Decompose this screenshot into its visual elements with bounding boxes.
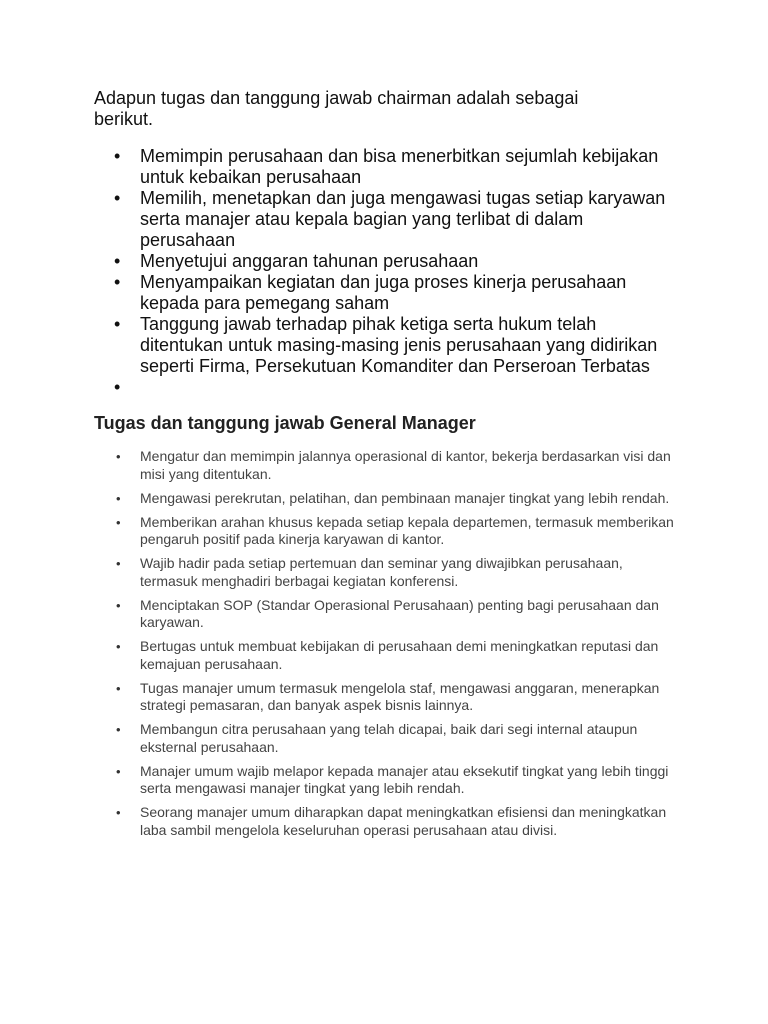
list-item-text: Manajer umum wajib melapor kepada manajer atau eksekutif tingkat yang lebih tinggi serta mengawasi manajer tingkat yang lebih rendah.	[140, 762, 669, 796]
list-item-text: Mengatur dan memimpin jalannya operasional di kantor, bekerja berdasarkan visi dan misi yang ditentukan.	[140, 448, 671, 482]
list-item	[94, 804, 684, 839]
bullet-icon: •	[116, 680, 121, 696]
list-item-text: Mengawasi perekrutan, pelatihan, dan pembinaan manajer tingkat yang lebih rendah.	[140, 489, 670, 506]
list-item-empty	[94, 377, 670, 398]
list-item	[94, 721, 684, 756]
chairman-duties-list	[94, 146, 694, 398]
bullet-icon: •	[116, 639, 121, 654]
list-item-text: Memberikan arahan khusus kepada setiap kepala departemen, termasuk memberikan pengaruh positif pada kinerja karyawan di kantor.	[140, 513, 674, 547]
list-item-text: Memimpin perusahaan dan bisa menerbitkan sejumlah kebijakan untuk kebaikan perusahaan	[140, 146, 659, 187]
document-page	[94, 88, 694, 846]
list-item-text: Tanggung jawab terhadap pihak ketiga serta hukum telah ditentukan untuk masing-masing jenis perusahaan yang didirikan seperti Firma, Persekutuan Komanditer dan Perseroan Terbatas	[140, 314, 658, 376]
bullet-icon: •	[116, 490, 121, 506]
bullet-icon: •	[116, 763, 121, 779]
bullet-icon: •	[116, 449, 121, 464]
list-item	[94, 763, 684, 798]
bullet-icon: •	[114, 188, 121, 208]
bullet-icon: •	[114, 272, 121, 292]
list-item-text: Menyampaikan kegiatan dan juga proses kinerja perusahaan kepada para pemegang saham	[140, 272, 627, 313]
bullet-icon: •	[116, 805, 121, 820]
list-item	[94, 597, 684, 632]
list-item	[94, 251, 670, 272]
list-item	[94, 555, 684, 590]
bullet-icon: •	[114, 146, 121, 166]
list-item-text: Wajib hadir pada setiap pertemuan dan seminar yang diwajibkan perusahaan, termasuk menghadiri berbagai kegiatan konferensi.	[140, 555, 623, 589]
list-item-text: Menyetujui anggaran tahunan perusahaan	[140, 251, 479, 271]
list-item	[94, 448, 684, 483]
list-item	[94, 638, 684, 673]
list-item	[94, 314, 670, 377]
bullet-icon: •	[116, 597, 121, 613]
bullet-icon: •	[114, 377, 121, 397]
bullet-icon: •	[116, 722, 121, 737]
bullet-icon: •	[114, 251, 121, 271]
gm-duties-list	[94, 448, 694, 839]
list-item-text: Seorang manajer umum diharapkan dapat meningkatkan efisiensi dan meningkatkan laba sambil mengelola keseluruhan operasi perusahaan atau divisi.	[140, 804, 667, 838]
list-item-text: Memilih, menetapkan dan juga mengawasi tugas setiap karyawan serta manajer atau kepala bagian yang terlibat di dalam perusahaan	[140, 188, 666, 250]
list-item-text: Menciptakan SOP (Standar Operasional Perusahaan) penting bagi perusahaan dan karyawan.	[140, 596, 659, 630]
bullet-icon: •	[116, 556, 121, 571]
list-item	[94, 514, 684, 549]
gm-section-heading: Tugas dan tanggung jawab General Manager	[94, 413, 476, 433]
list-item	[94, 490, 684, 508]
list-item	[94, 188, 670, 251]
intro-paragraph: Adapun tugas dan tanggung jawab chairman adalah sebagai berikut.	[94, 88, 579, 129]
list-item-text: Bertugas untuk membuat kebijakan di perusahaan demi meningkatkan reputasi dan kemajuan perusahaan.	[140, 638, 659, 672]
list-item	[94, 680, 684, 715]
list-item-text: Membangun citra perusahaan yang telah dicapai, baik dari segi internal ataupun eksternal perusahaan.	[140, 721, 638, 755]
bullet-icon: •	[116, 514, 121, 530]
list-item-text: Tugas manajer umum termasuk mengelola staf, mengawasi anggaran, menerapkan strategi pemasaran, dan banyak aspek bisnis lainnya.	[140, 679, 660, 713]
list-item	[94, 146, 670, 188]
bullet-icon: •	[114, 314, 121, 334]
list-item	[94, 272, 670, 314]
